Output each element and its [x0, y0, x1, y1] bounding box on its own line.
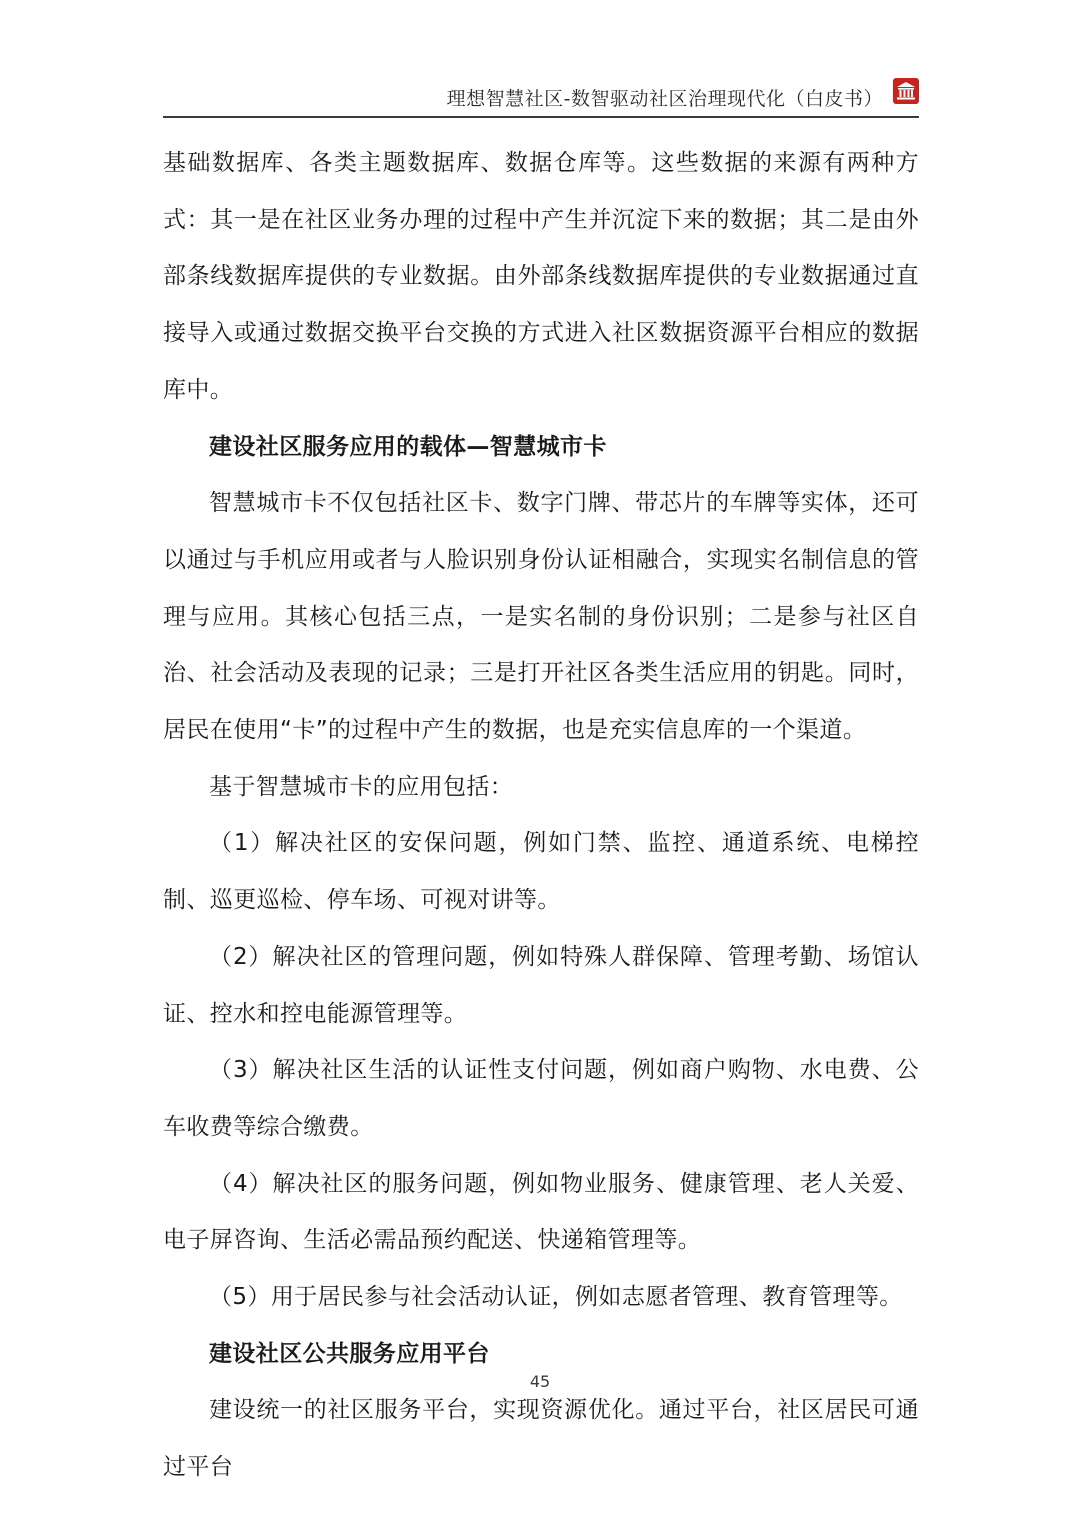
body-paragraph: 基础数据库、各类主题数据库、数据仓库等。这些数据的来源有两种方式：其一是在社区业务办理的过程中产生并沉淀下来的数据；其二是由外部条线数据库提供的专业数据。由外部条线数据库提供的专业数据通过直接导入或通过数据交换平台交换的方式进入社区数据资源平台相应的数据库中。 [163, 150, 919, 403]
header-divider [163, 116, 919, 118]
body-paragraph: 基于智慧城市卡的应用包括： [209, 773, 514, 800]
section-heading: 建设社区服务应用的载体—智慧城市卡 [209, 433, 607, 460]
header-title: 理想智慧社区-数智驱动社区治理现代化（白皮书） [446, 88, 883, 110]
section-heading: 建设社区公共服务应用平台 [209, 1340, 490, 1367]
building-logo-icon [893, 78, 919, 104]
body-paragraph: （1）解决社区的安保问题，例如门禁、监控、通道系统、电梯控制、巡更巡检、停车场、可视对讲等。 [163, 830, 919, 914]
body-paragraph: 智慧城市卡不仅包括社区卡、数字门牌、带芯片的车牌等实体，还可以通过与手机应用或者与人脸识别身份认证相融合，实现实名制信息的管理与应用。其核心包括三点，一是实名制的身份识别；二是参与社区自治、社会活动及表现的记录；三是打开社区各类生活应用的钥匙。同时，居民在使用“卡”的过程中产生的数据，也是充实信息库的一个渠道。 [163, 490, 919, 744]
body-paragraph: （4）解决社区的服务问题，例如物业服务、健康管理、老人关爱、电子屏咨询、生活必需品预约配送、快递箱管理等。 [163, 1170, 919, 1254]
page-number: 45 [529, 1372, 551, 1391]
body-paragraph: 建设统一的社区服务平台，实现资源优化。通过平台，社区居民可通过平台 [163, 1397, 919, 1481]
page-body [163, 135, 919, 1496]
body-paragraph: （2）解决社区的管理问题，例如特殊人群保障、管理考勤、场馆认证、控水和控电能源管理等。 [163, 943, 919, 1027]
body-paragraph: （3）解决社区生活的认证性支付问题，例如商户购物、水电费、公车收费等综合缴费。 [163, 1057, 919, 1140]
page-header [163, 74, 919, 118]
body-paragraph: （5）用于居民参与社会活动认证，例如志愿者管理、教育管理等。 [209, 1284, 903, 1311]
